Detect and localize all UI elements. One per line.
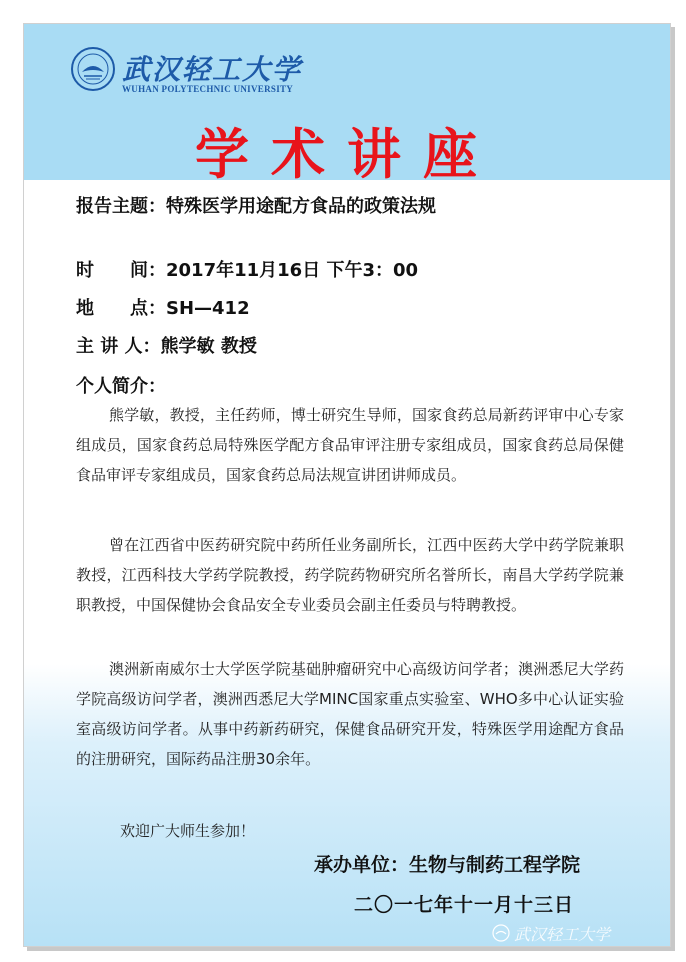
topic-value: 特殊医学用途配方食品的政策法规 [166,196,436,217]
bio-heading: 个人简介： [76,376,166,397]
organizer: 承办单位：生物与制药工程学院 [314,854,581,876]
welcome-text: 欢迎广大师生参加！ [120,822,256,840]
bio-paragraph-2: 曾在江西省中医药研究院中药所任业务副所长，江西中医药大学中药学院兼职教授，江西科技大学药学院教授，药学院药物研究所名誉所长，南昌大学药学院兼职教授，中国保健协会食品安全专业委员会副主任委员与特聘教授。 [76,536,624,614]
issue-date: 二〇一七年十一月十三日 [354,894,575,916]
time-label: 时 间： [76,260,166,281]
topic-label: 报告主题： [76,196,166,217]
university-seal-icon [70,46,116,92]
speaker-value: 熊学敏 教授 [160,336,257,357]
speaker-row [76,332,257,358]
poster-title: 学术讲座 [195,122,499,186]
university-name-cn: 武汉轻工大学 [122,53,303,86]
speaker-label: 主 讲 人： [76,336,161,357]
bio-paragraph-1: 熊学敏，教授，主任药师，博士研究生导师，国家食药总局新药评审中心专家组成员，国家食药总局特殊医学配方食品审评注册专家组成员，国家食药总局保健食品审评专家组成员，国家食药总局法规宣讲团讲师成员。 [76,406,624,484]
watermark: 武汉轻工大学 [514,925,611,944]
university-name-en: WUHAN POLYTECHNIC UNIVERSITY [122,84,294,94]
place-value: SH—412 [166,298,250,319]
time-row [76,256,418,282]
topic-row [76,192,436,218]
place-label: 地 点： [76,298,166,319]
bio-paragraph-3: 澳洲新南威尔士大学医学院基础肿瘤研究中心高级访问学者；澳洲悉尼大学药学院高级访问学者，澳洲西悉尼大学MINC国家重点实验室、WHO多中心认证实验室高级访问学者。从事中药新药研究，保健食品研究开发，特殊医学用途配方食品的注册研究，国际药品注册30余年。 [76,660,624,768]
time-value: 2017年11月16日 下午3：00 [166,260,419,281]
poster-header [24,24,670,186]
lecture-poster [23,23,671,947]
watermark-logo-icon [492,924,510,942]
place-row [76,294,250,320]
